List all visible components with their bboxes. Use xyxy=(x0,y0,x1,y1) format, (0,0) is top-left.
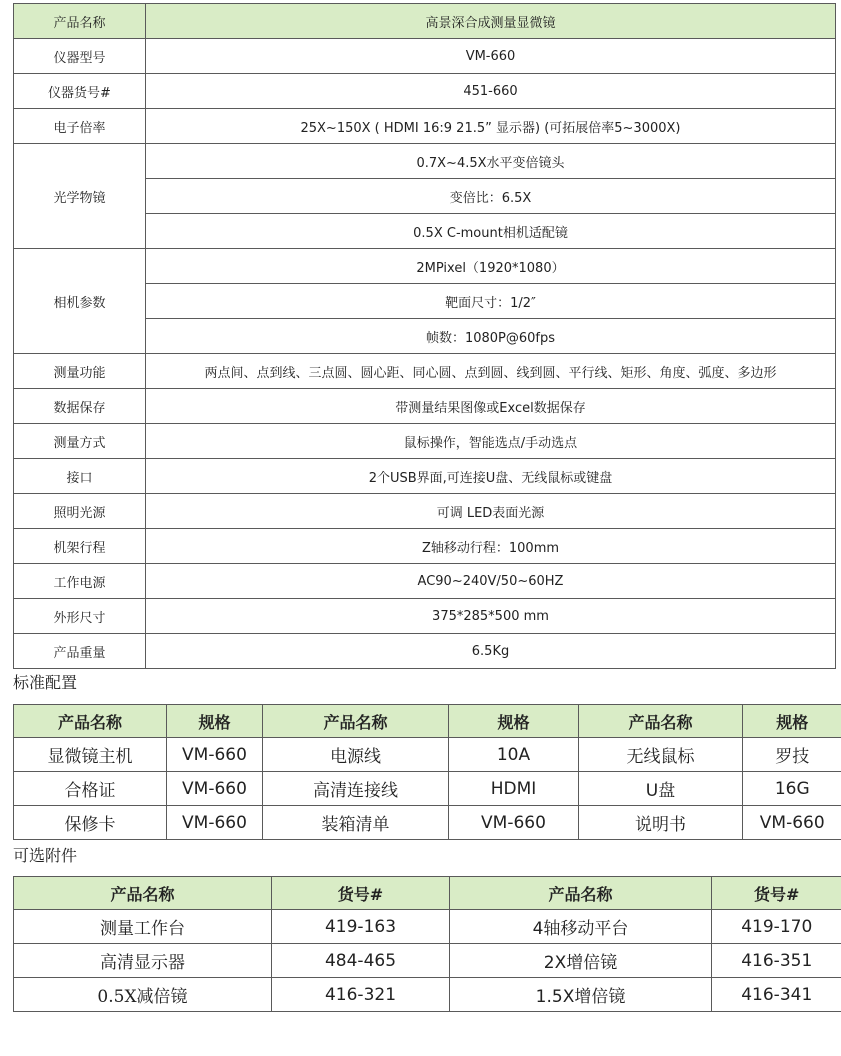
spec-value: 0.5X C-mount相机适配镜 xyxy=(146,214,836,249)
spec-label: 测量功能 xyxy=(14,354,146,389)
config-cell: VM-660 xyxy=(167,772,263,806)
optional-header: 货号# xyxy=(712,877,841,910)
config-cell: VM-660 xyxy=(167,738,263,772)
spec-value: 可调 LED表面光源 xyxy=(146,494,836,529)
config-cell: 显微镜主机 xyxy=(14,738,167,772)
spec-value: 6.5Kg xyxy=(146,634,836,669)
spec-row-magnification xyxy=(14,109,836,144)
spec-label: 机架行程 xyxy=(14,529,146,564)
optional-cell: 2X增倍镜 xyxy=(450,944,712,978)
spec-label: 外形尺寸 xyxy=(14,599,146,634)
spec-value: 带测量结果图像或Excel数据保存 xyxy=(146,389,836,424)
spec-value: 两点间、点到线、三点圆、圆心距、同心圆、点到圆、线到圆、平行线、矩形、角度、弧度、多边形 xyxy=(146,354,836,389)
optional-cell: 1.5X增倍镜 xyxy=(450,978,712,1012)
spec-value: 375*285*500 mm xyxy=(146,599,836,634)
spec-row-weight xyxy=(14,634,836,669)
config-cell: 保修卡 xyxy=(14,806,167,840)
spec-row-model xyxy=(14,39,836,74)
spec-label: 仪器货号# xyxy=(14,74,146,109)
spec-value: 451-660 xyxy=(146,74,836,109)
spec-value: VM-660 xyxy=(146,39,836,74)
spec-header-row xyxy=(14,4,836,39)
optional-cell: 4轴移动平台 xyxy=(450,910,712,944)
spec-value: 25X~150X ( HDMI 16:9 21.5” 显示器) (可拓展倍率5~3000X) xyxy=(146,109,836,144)
config-header: 规格 xyxy=(743,705,841,738)
optional-cell: 高清显示器 xyxy=(14,944,272,978)
spec-label: 相机参数 xyxy=(14,249,146,354)
spec-label: 光学物镜 xyxy=(14,144,146,249)
spec-row-dimensions xyxy=(14,599,836,634)
spec-row-power xyxy=(14,564,836,599)
config-header: 产品名称 xyxy=(263,705,449,738)
spec-label: 接口 xyxy=(14,459,146,494)
optional-cell: 416-351 xyxy=(712,944,841,978)
config-header: 规格 xyxy=(449,705,579,738)
config-cell: HDMI xyxy=(449,772,579,806)
config-cell: 说明书 xyxy=(579,806,743,840)
optional-cell: 0.5X减倍镜 xyxy=(14,978,272,1012)
config-header: 规格 xyxy=(167,705,263,738)
table-row xyxy=(14,738,841,772)
spec-table xyxy=(13,3,836,669)
config-cell: VM-660 xyxy=(743,806,841,840)
optional-cell: 419-170 xyxy=(712,910,841,944)
table-row xyxy=(14,910,841,944)
table-row xyxy=(14,944,841,978)
spec-value: 靶面尺寸：1/2″ xyxy=(146,284,836,319)
config-cell: VM-660 xyxy=(167,806,263,840)
config-cell: 高清连接线 xyxy=(263,772,449,806)
optional-cell: 416-341 xyxy=(712,978,841,1012)
spec-row-lighting xyxy=(14,494,836,529)
optional-cell: 484-465 xyxy=(272,944,450,978)
optional-header: 产品名称 xyxy=(450,877,712,910)
config-header: 产品名称 xyxy=(14,705,167,738)
spec-value: AC90~240V/50~60HZ xyxy=(146,564,836,599)
table-row xyxy=(14,806,841,840)
config-header: 产品名称 xyxy=(579,705,743,738)
config-header-row xyxy=(14,705,841,738)
spec-label: 产品重量 xyxy=(14,634,146,669)
spec-value: Z轴移动行程：100mm xyxy=(146,529,836,564)
optional-title: 可选附件 xyxy=(13,846,78,865)
table-row xyxy=(14,772,841,806)
spec-header-value: 高景深合成测量显微镜 xyxy=(146,4,836,39)
optional-cell: 测量工作台 xyxy=(14,910,272,944)
config-cell: 16G xyxy=(743,772,841,806)
spec-value: 鼠标操作，智能选点/手动选点 xyxy=(146,424,836,459)
table-row xyxy=(14,978,841,1012)
optional-cell: 416-321 xyxy=(272,978,450,1012)
spec-row-camera xyxy=(14,249,836,284)
spec-row-measure-func xyxy=(14,354,836,389)
config-cell: VM-660 xyxy=(449,806,579,840)
spec-label: 测量方式 xyxy=(14,424,146,459)
spec-value: 变倍比：6.5X xyxy=(146,179,836,214)
spec-label: 仪器型号 xyxy=(14,39,146,74)
spec-row-data-save xyxy=(14,389,836,424)
spec-value: 0.7X~4.5X水平变倍镜头 xyxy=(146,144,836,179)
spec-value: 帧数：1080P@60fps xyxy=(146,319,836,354)
spec-header-label: 产品名称 xyxy=(14,4,146,39)
spec-row-measure-method xyxy=(14,424,836,459)
config-cell: 合格证 xyxy=(14,772,167,806)
spec-label: 工作电源 xyxy=(14,564,146,599)
optional-header: 产品名称 xyxy=(14,877,272,910)
spec-label: 电子倍率 xyxy=(14,109,146,144)
spec-row-interface xyxy=(14,459,836,494)
config-cell: 电源线 xyxy=(263,738,449,772)
optional-header-row xyxy=(14,877,841,910)
optional-header: 货号# xyxy=(272,877,450,910)
config-cell: 装箱清单 xyxy=(263,806,449,840)
spec-row-stand xyxy=(14,529,836,564)
spec-value: 2个USB界面,可连接U盘、无线鼠标或键盘 xyxy=(146,459,836,494)
config-title: 标准配置 xyxy=(13,673,78,692)
config-cell: 10A xyxy=(449,738,579,772)
spec-label: 照明光源 xyxy=(14,494,146,529)
spec-label: 数据保存 xyxy=(14,389,146,424)
config-cell: 无线鼠标 xyxy=(579,738,743,772)
spec-value: 2MPixel（1920*1080） xyxy=(146,249,836,284)
config-cell: U盘 xyxy=(579,772,743,806)
spec-row-item-no xyxy=(14,74,836,109)
spec-row-optics xyxy=(14,144,836,179)
optional-table xyxy=(13,876,841,1012)
optional-cell: 419-163 xyxy=(272,910,450,944)
config-table xyxy=(13,704,841,840)
config-cell: 罗技 xyxy=(743,738,841,772)
